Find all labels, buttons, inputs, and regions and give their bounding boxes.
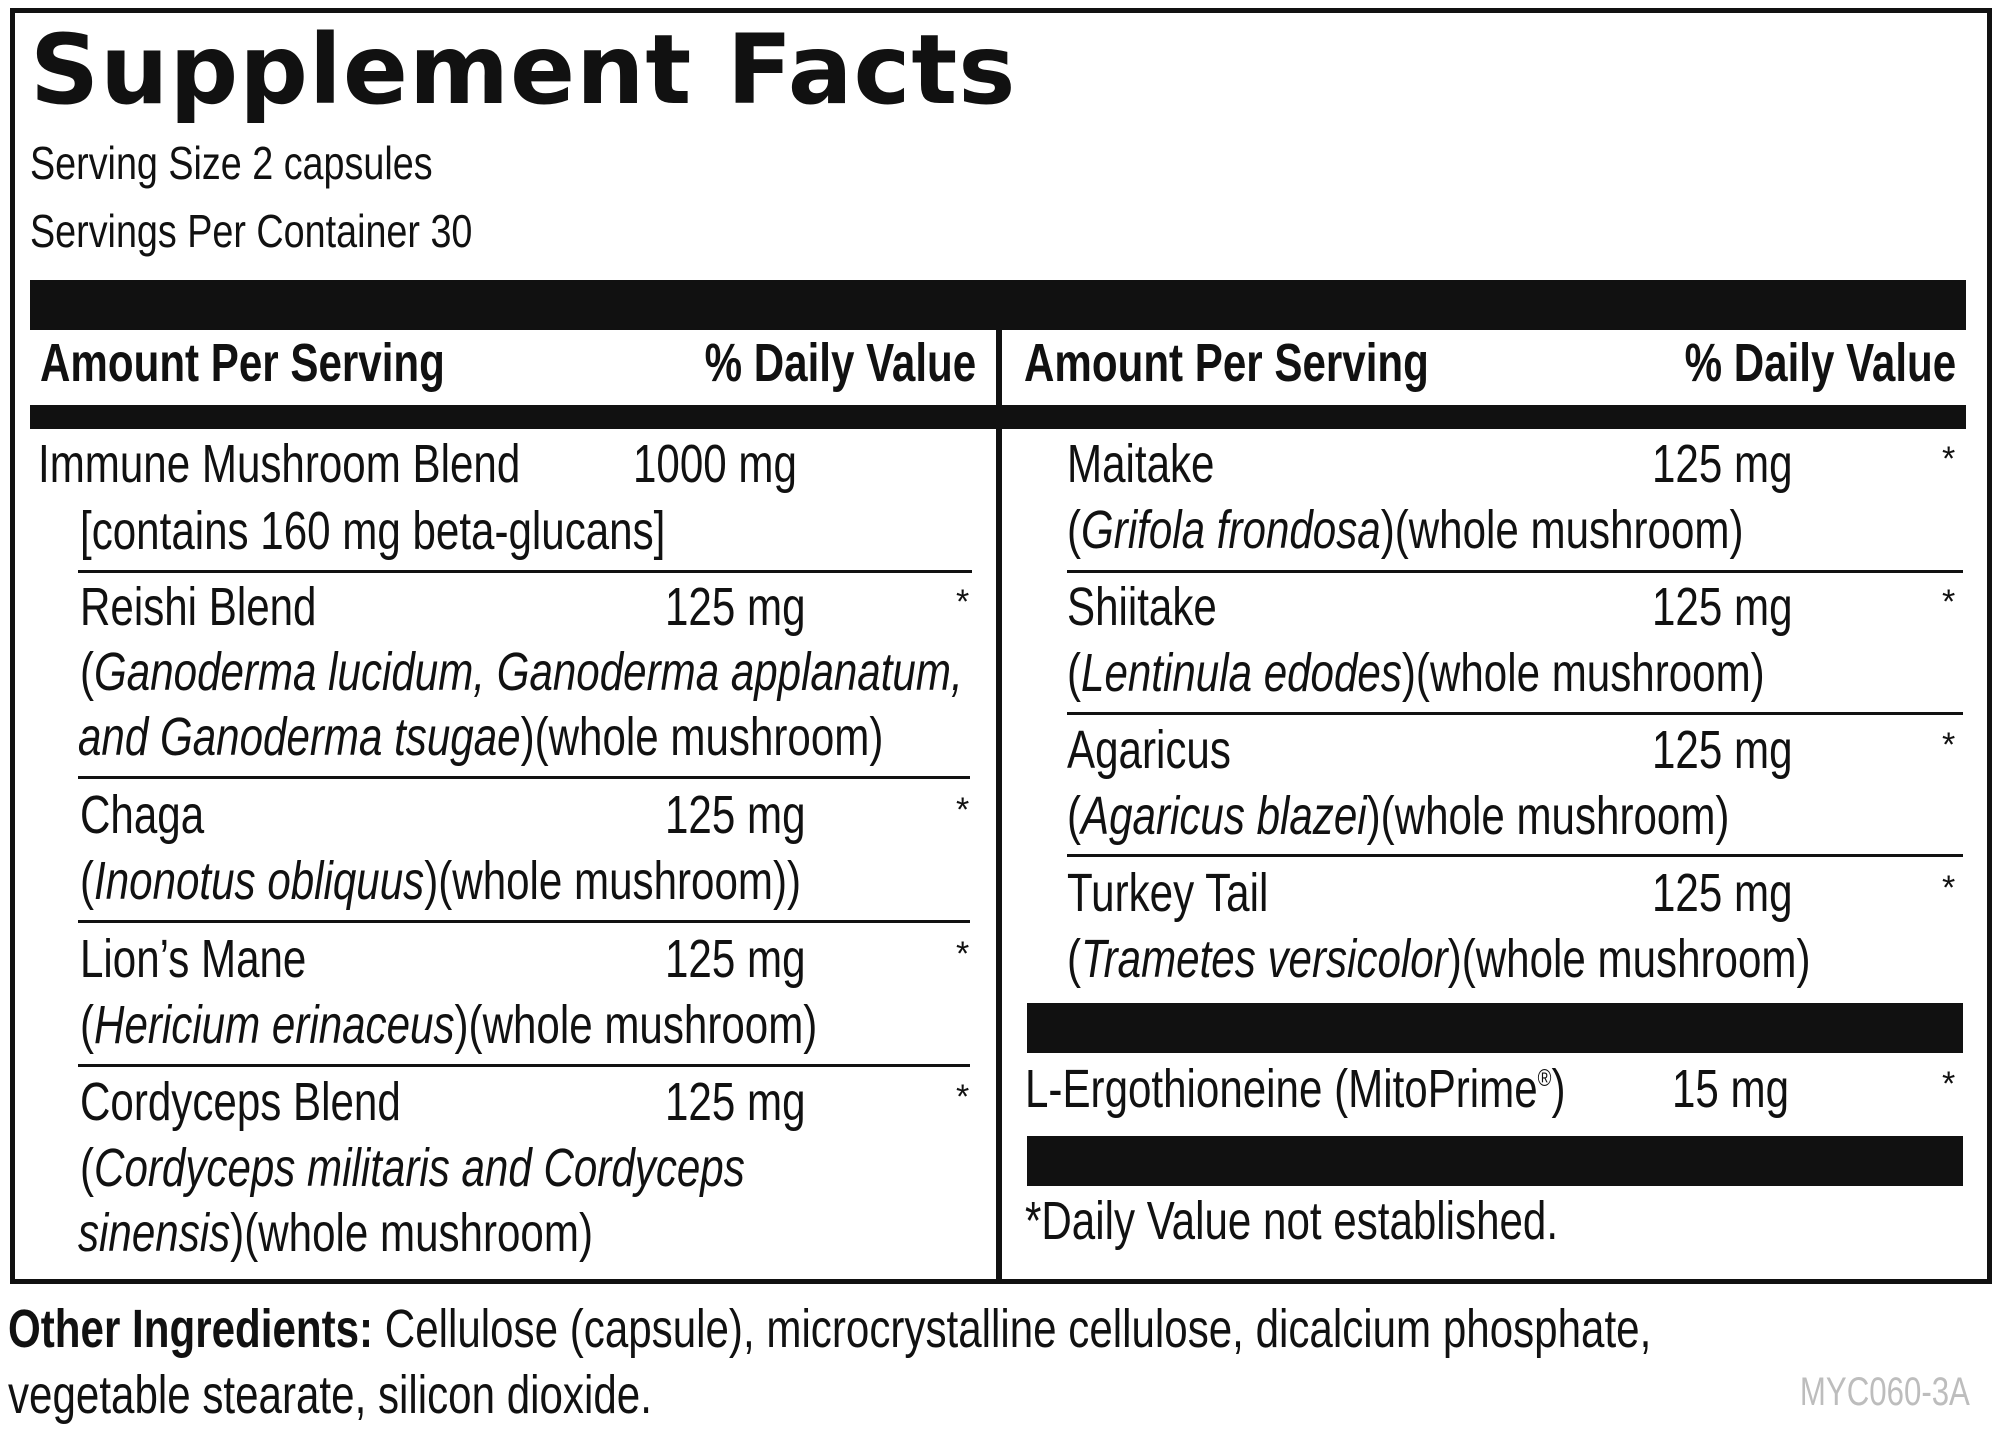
ingredient-name: Reishi Blend bbox=[80, 577, 317, 637]
left-daily-value-header: % Daily Value bbox=[704, 333, 976, 393]
ingredient-amount: 1000 mg bbox=[633, 434, 797, 494]
ingredient-name: Lion’s Mane bbox=[80, 929, 307, 989]
row-divider bbox=[1067, 854, 1963, 857]
section-bar bbox=[1027, 1136, 1963, 1186]
ingredient-source: (Grifola frondosa)(whole mushroom) bbox=[1067, 500, 1744, 560]
daily-value-asterisk: * bbox=[956, 935, 970, 973]
blend-note: [contains 160 mg beta-glucans] bbox=[80, 501, 666, 561]
left-header-rule bbox=[30, 405, 996, 429]
daily-value-asterisk: * bbox=[1942, 440, 1956, 478]
right-amount-header: Amount Per Serving bbox=[1024, 333, 1429, 393]
daily-value-asterisk: * bbox=[956, 791, 970, 829]
row-divider bbox=[78, 920, 970, 923]
ingredient-name: L-Ergothioneine (MitoPrime®) bbox=[1025, 1059, 1566, 1119]
ingredient-amount: 125 mg bbox=[665, 929, 806, 989]
ingredient-name: Turkey Tail bbox=[1067, 863, 1269, 923]
ingredient-amount: 125 mg bbox=[665, 785, 806, 845]
daily-value-asterisk: * bbox=[1942, 583, 1956, 621]
column-divider bbox=[996, 330, 1002, 1284]
right-header-rule bbox=[1002, 405, 1966, 429]
ingredient-source: (Trametes versicolor)(whole mushroom) bbox=[1067, 929, 1811, 989]
ingredient-name: Maitake bbox=[1067, 434, 1215, 494]
daily-value-asterisk: * bbox=[1942, 869, 1956, 907]
ingredient-source: (Agaricus blazei)(whole mushroom) bbox=[1067, 786, 1730, 846]
serving-size: Serving Size 2 capsules bbox=[30, 137, 433, 189]
ingredient-name: Agaricus bbox=[1067, 720, 1231, 780]
ingredient-source: (Hericium erinaceus)(whole mushroom) bbox=[80, 995, 818, 1055]
other-ingredients-line1: Other Ingredients: Cellulose (capsule), microcrystalline cellulose, dicalcium phosphate, bbox=[8, 1299, 1652, 1359]
ingredient-source-line2: sinensis)(whole mushroom) bbox=[78, 1203, 593, 1263]
ingredient-name: Chaga bbox=[80, 785, 205, 845]
ingredient-amount: 125 mg bbox=[1652, 434, 1793, 494]
panel-title: Supplement Facts bbox=[30, 14, 1017, 126]
ingredient-name: Immune Mushroom Blend bbox=[38, 434, 521, 494]
ingredient-source: (Inonotus obliquus)(whole mushroom)) bbox=[80, 851, 802, 911]
ingredient-amount: 15 mg bbox=[1672, 1059, 1790, 1119]
ingredient-source-line1: (Cordyceps militaris and Cordyceps bbox=[80, 1138, 745, 1198]
other-ingredients-line2: vegetable stearate, silicon dioxide. bbox=[8, 1365, 652, 1425]
ingredient-amount: 125 mg bbox=[665, 577, 806, 637]
product-code: MYC060-3A bbox=[1800, 1370, 1970, 1414]
ingredient-amount: 125 mg bbox=[1652, 863, 1793, 923]
right-daily-value-header: % Daily Value bbox=[1684, 333, 1956, 393]
row-divider bbox=[1067, 712, 1963, 715]
ingredient-amount: 125 mg bbox=[665, 1072, 806, 1132]
left-amount-header: Amount Per Serving bbox=[40, 333, 445, 393]
header-bar bbox=[30, 280, 1966, 330]
ingredient-source-line1: (Ganoderma lucidum, Ganoderma applanatum, bbox=[80, 642, 963, 702]
daily-value-asterisk: * bbox=[1942, 1065, 1956, 1103]
row-divider bbox=[78, 776, 970, 779]
daily-value-asterisk: * bbox=[956, 583, 970, 621]
ingredient-amount: 125 mg bbox=[1652, 577, 1793, 637]
servings-per-container: Servings Per Container 30 bbox=[30, 205, 473, 257]
row-divider bbox=[1067, 570, 1963, 573]
ingredient-amount: 125 mg bbox=[1652, 720, 1793, 780]
ingredient-source: (Lentinula edodes)(whole mushroom) bbox=[1067, 643, 1765, 703]
row-divider bbox=[78, 1064, 970, 1067]
footnote: *Daily Value not established. bbox=[1025, 1191, 1559, 1251]
ingredient-name: Cordyceps Blend bbox=[80, 1072, 401, 1132]
daily-value-asterisk: * bbox=[1942, 726, 1956, 764]
registered-mark: ® bbox=[1537, 1065, 1552, 1092]
section-bar bbox=[1027, 1003, 1963, 1053]
ingredient-source-line2: and Ganoderma tsugae)(whole mushroom) bbox=[78, 707, 884, 767]
ingredient-name: Shiitake bbox=[1067, 577, 1217, 637]
other-ingredients-label: Other Ingredients: bbox=[8, 1299, 374, 1359]
row-divider bbox=[78, 570, 972, 573]
daily-value-asterisk: * bbox=[956, 1078, 970, 1116]
